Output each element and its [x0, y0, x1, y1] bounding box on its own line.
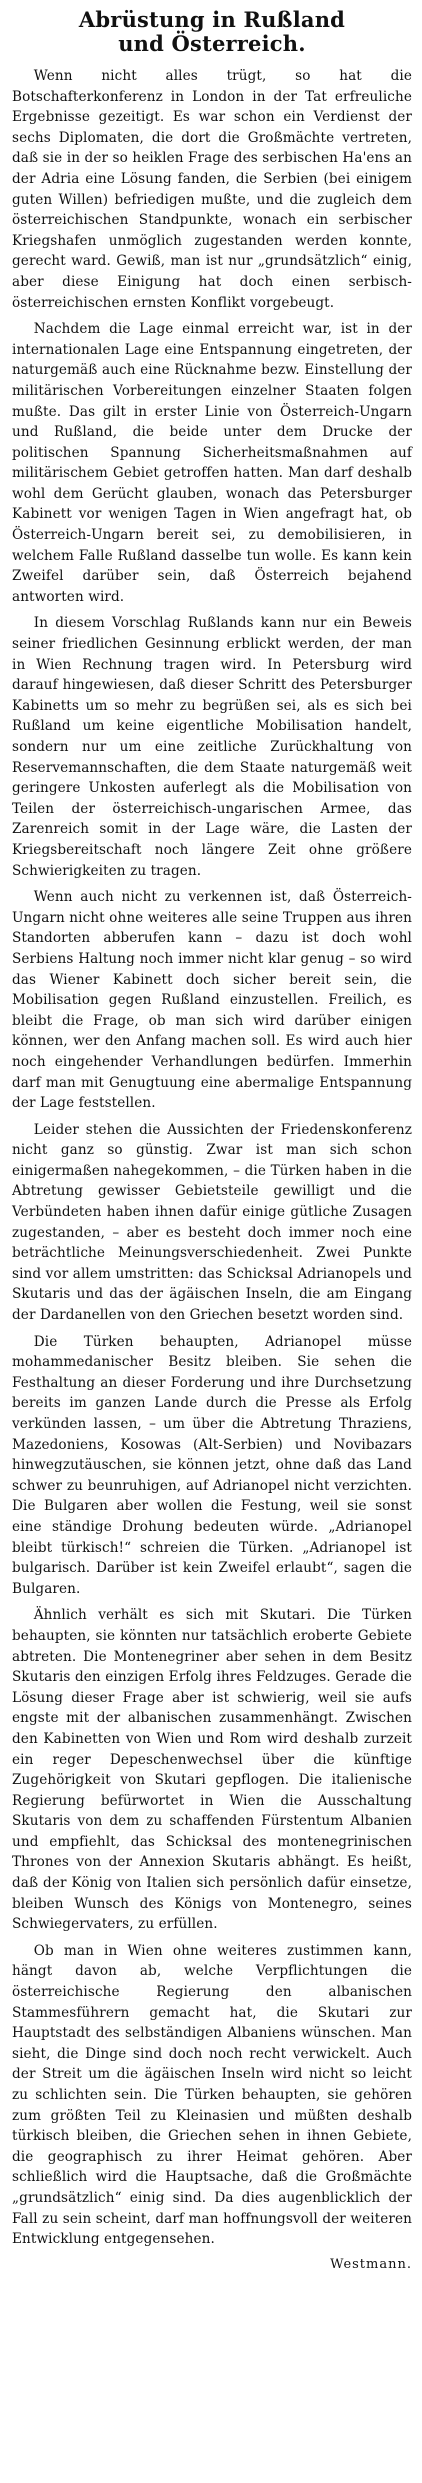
author-signature: Westmann.	[330, 2256, 412, 2272]
article-paragraph: Ob man in Wien ohne weiteres zustimmen kann, hängt davon ab, welche Verpflichtungen die österreichische Regierung den albanischen Stammesführern gemacht hat, die Skutari zur Hauptstadt des selbständigen Albaniens wünschen. Man sieht, die Dinge sind doch noch recht verwickelt. Auch der Streit um die ägäischen Inseln wird nicht so leicht zu schlichten sein. Die Türken behaupten, sie gehören zum größten Teil zu Kleinasien und müßten deshalb türkisch bleiben, die Griechen sehen in ihnen Gebiete, die geographisch zu ihrer Heimat gehören. Aber schließlich wird die Hauptsache, daß die Großmächte „grundsätzlich“ einig sind. Da dies augenblicklich der Fall zu sein scheint, darf man hoffnungsvoll der weiteren Entwicklung entgegensehen.	[12, 1942, 412, 2248]
article-title	[12, 8, 412, 56]
article-paragraph: Ähnlich verhält es sich mit Skutari. Die Türken behaupten, sie könnten nur tatsächlich eroberte Gebiete abtreten. Die Montenegriner aber sehen in dem Besitz Skutaris den einzigen Erfolg ihres Feldzuges. Gerade die Lösung dieser Frage aber ist schwierig, weil sie aufs engste mit der albanischen zusammenhängt. Zwischen den Kabinetten von Wien und Rom wird deshalb zurzeit ein reger Depeschenwechsel über die künftige Zugehörigkeit von Skutari gepflogen. Die italienische Regierung befürwortet in Wien die Ausschaltung Skutaris von dem zu schaffenden Fürstentum Albanien und empfiehlt, das Schicksal des montenegrinischen Thrones von der Annexion Skutaris abhängt. Es heißt, daß der König von Italien sich persönlich dafür einsetze, bleiben Wunsch des Königs von Montenegro, seines Schwiegervaters, zu erfüllen.	[12, 1607, 412, 1933]
article-paragraph: Leider stehen die Aussichten der Friedenskonferenz nicht ganz so günstig. Zwar ist man sich schon einigermaßen nahegekommen, – die Türken haben in die Abtretung gewisser Gebietsteile gewilligt und die Verbündeten haben ihnen dafür einige gütliche Zusagen zugestanden, – aber es besteht doch immer noch eine beträchtliche Meinungsverschiedenheit. Zwei Punkte sind vor allem umstritten: das Schicksal Adrianopels und Skutaris und das der ägäischen Inseln, die am Eingang der Dardanellen von den Griechen besetzt worden sind.	[12, 1121, 412, 1324]
article-paragraph: In diesem Vorschlag Rußlands kann nur ein Beweis seiner friedlichen Gesinnung erblickt werden, der man in Wien Rechnung tragen wird. In Petersburg wird darauf hingewiesen, daß dieser Schritt des Petersburger Kabinetts um so mehr zu begrüßen sei, als es sich bei Rußland um keine eigentliche Mobilisation handelt, sondern nur um eine zeitliche Zurückhaltung von Reservemannschaften, die dem Staate naturgemäß weit geringere Unkosten auferlegt als die Mobilisation von Teilen der österreichisch-ungarischen Armee, das Zarenreich somit in der Lage wäre, die Lasten der Kriegsbereitschaft noch längere Zeit ohne größere Schwierigkeiten zu tragen.	[12, 615, 412, 879]
article-paragraph: Die Türken behaupten, Adrianopel müsse mohammedanischer Besitz bleiben. Sie sehen die Festhaltung an dieser Forderung und ihre Durchsetzung bereits im ganzen Lande durch die Presse als Erfolg verkünden lassen, – um über die Abtretung Thraziens, Mazedoniens, Kosowas (Alt-Serbien) und Novibazars hinwegzutäuschen, sie können jetzt, ohne daß das Land schwer zu beunruhigen, auf Adrianopel nicht verzichten. Die Bulgaren aber wollen die Festung, weil sie sonst eine ständige Drohung bedeuten würde. „Adrianopel bleibt türkisch!“ schreien die Türken. „Adrianopel ist bulgarisch. Darüber ist kein Zweifel erlaubt“, sagen die Bulgaren.	[12, 1333, 412, 1597]
article-paragraph: Wenn nicht alles trügt, so hat die Botschafterkonferenz in London in der Tat erfreuliche Ergebnisse gezeitigt. Es war schon ein Verdienst der sechs Diplomaten, die dort die Großmächte vertreten, daß sie in der so heiklen Frage des serbischen Ha'ens an der Adria eine Lösung fanden, die Serbien (bei einigem guten Willen) befriedigen mußte, und die zugleich dem österreichischen Standpunkte, wonach ein serbischer Kriegshafen unmöglich zugestanden werden konnte, gerecht ward. Gewiß, man ist nur „grundsätzlich“ einig, aber diese Einigung hat doch einen serbisch-österreichischen ernsten Konflikt vorgebeugt.	[12, 68, 412, 311]
article-paragraph: Wenn auch nicht zu verkennen ist, daß Österreich-Ungarn nicht ohne weiteres alle seine Truppen aus ihren Standorten abberufen kann – dazu ist doch wohl Serbiens Haltung noch immer nicht klar genug – so wird das Wiener Kabinett doch sicher bereit sein, die Mobilisation gegen Rußland einzustellen. Freilich, es bleibt die Frage, ob man sich wird darüber einigen können, wer den Anfang machen soll. Es wird auch hier noch eingehender Verhandlungen bedürfen. Immerhin darf man mit Genugtuung eine abermalige Entspannung der Lage feststellen.	[12, 889, 412, 1112]
article-paragraph: Nachdem die Lage einmal erreicht war, ist in der internationalen Lage eine Entspannung eingetreten, der naturgemäß auch eine Rücknahme bezw. Einstellung der militärischen Vorbereitungen einzelner Staaten folgen mußte. Das gilt in erster Linie von Österreich-Ungarn und Rußland, die beide unter dem Drucke der politischen Spannung Sicherheitsmaßnahmen auf militärischem Gebiet getroffen hatten. Man darf deshalb wohl dem Gerücht glauben, wonach das Petersburger Kabinett vor wenigen Tagen in Wien angefragt hat, ob Österreich-Ungarn bereit sei, zu demobilisieren, in welchem Falle Rußland dasselbe tun wolle. Es kann kein Zweifel darüber sein, daß Österreich bejahend antworten wird.	[12, 321, 412, 605]
article-body	[12, 66, 412, 2250]
title-line-2: und Österreich.	[118, 31, 306, 56]
title-line-1: Abrüstung in Rußland	[78, 7, 346, 32]
